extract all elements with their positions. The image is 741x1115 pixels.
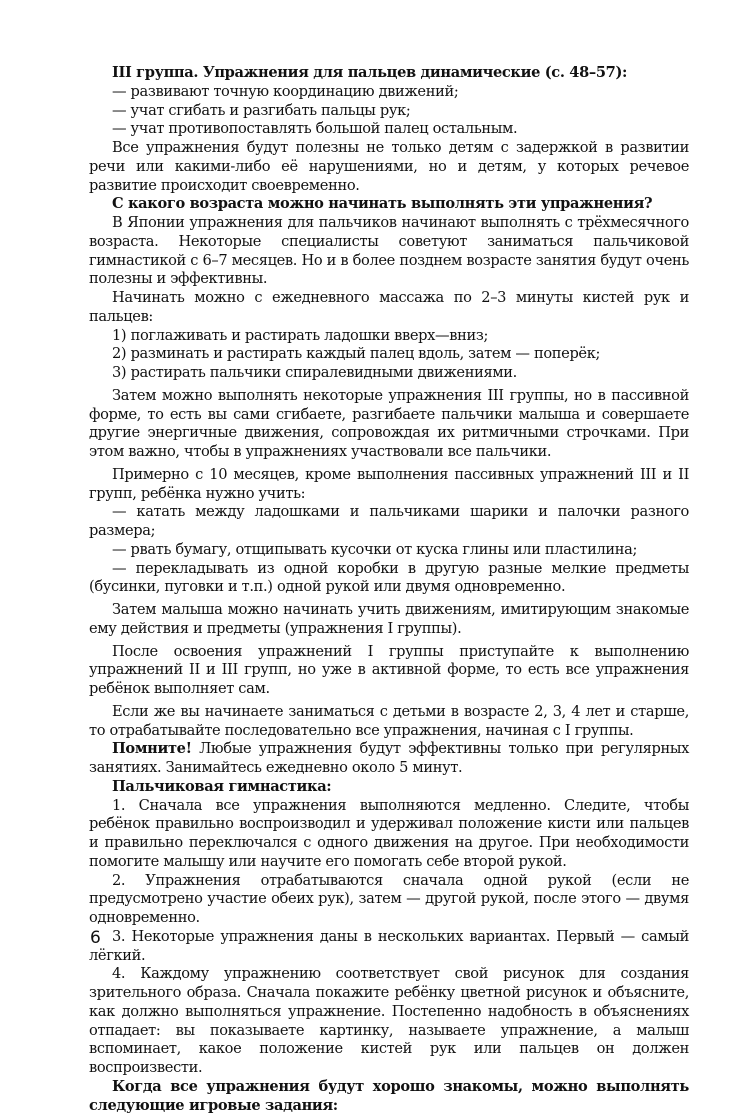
section-heading-gymnastics: Пальчиковая гимнастика: bbox=[112, 777, 332, 795]
rule-item-3: 3. Некоторые упражнения даны в нескольких вариантах. Первый — самый лёгкий. bbox=[89, 927, 689, 964]
list-item-massage-1: 1) поглаживать и растирать ладошки вверх—вниз; bbox=[112, 326, 489, 344]
paragraph-remember bbox=[89, 740, 689, 778]
rule-item-4: 4. Каждому упражнению соответствует свой рисунок для создания зрительного образа. Сначала покажите ребёнку цветной рисунок и объясните, как должно выполняться упражнение. Постепенно надобность в объяснениях отпадает: вы показываете картинку, называете упражнение, а малыш вспоминает, какое положение кистей рук или пальцев он должен воспроизвести. bbox=[89, 965, 689, 1076]
list-item-coordination: — развивают точную координацию движений; bbox=[112, 82, 459, 100]
list-item-thumb-opposition: — учат противопоставлять большой палец остальным. bbox=[112, 120, 518, 138]
remember-label: Помните! bbox=[112, 740, 192, 758]
section-heading-group-3: III группа. Упражнения для пальцев динамические (с. 48–57): bbox=[112, 64, 628, 81]
list-item-tear-paper: — рвать бумагу, отщипывать кусочки от куска глины или пластилина; bbox=[112, 540, 638, 558]
paragraph-imitation: Затем малыша можно начинать учить движениям, имитирующим знакомые ему действия и предметы (упражнения I группы). bbox=[89, 601, 689, 637]
paragraph-usefulness: Все упражнения будут полезны не только детям с задержкой в развитии речи или какими-либо её нарушениями, но и детям, у которых речевое развитие происходит своевременно. bbox=[89, 139, 689, 194]
rule-item-2: 2. Упражнения отрабатываются сначала одной рукой (если не предусмотрено участие обеих рук), затем — другой рукой, после этого — двумя одновременно. bbox=[89, 871, 689, 926]
list-item-roll-balls: — катать между ладошками и пальчиками шарики и палочки разного размера; bbox=[89, 503, 689, 539]
paragraph-japan: В Японии упражнения для пальчиков начинают выполнять с трёхмесячного возраста. Некоторые специалисты советуют заниматься пальчиковой гимнастикой с 6–7 месяцев. Но и в более позднем возрасте занятия будут очень полезны и эффективны. bbox=[89, 214, 689, 288]
paragraph-older-children: Если же вы начинаете заниматься с детьми в возрасте 2, 3, 4 лет и старше, то отрабатывайте последовательно все упражнения, начиная с I группы. bbox=[89, 702, 689, 739]
page-number: 6 bbox=[90, 928, 101, 948]
rule-item-1: 1. Сначала все упражнения выполняются медленно. Следите, чтобы ребёнок правильно воспроизводил и удерживал положение кисти или пальцев и правильно переключался с одного движения на другое. При необходимости помогите малышу или научите его помогать себе второй рукой. bbox=[89, 796, 689, 870]
remember-text: Любые упражнения будут эффективны только при регулярных занятиях. Занимайтесь ежедневно около 5 минут. bbox=[89, 740, 689, 776]
paragraph-ten-months: Примерно с 10 месяцев, кроме выполнения пассивных упражнений III и II групп, ребёнка нужно учить: bbox=[89, 465, 689, 502]
page-body bbox=[89, 64, 689, 1115]
list-item-bend-fingers: — учат сгибать и разгибать пальцы рук; bbox=[112, 101, 411, 119]
paragraph-passive-form: Затем можно выполнять некоторые упражнения III группы, но в пассивной форме, то есть вы сами сгибаете, разгибаете пальчики малыша и совершаете другие энергичные движения, сопровождая их ритмичными строчками. При этом важно, чтобы в упражнениях участвовали все пальчики. bbox=[89, 386, 689, 460]
question-heading-age: С какого возраста можно начинать выполнять эти упражнения? bbox=[112, 195, 653, 213]
paragraph-massage-intro: Начинать можно с ежедневного массажа по 2–3 минуты кистей рук и пальцев: bbox=[89, 289, 689, 325]
list-item-massage-3: 3) растирать пальчики спиралевидными движениями. bbox=[112, 364, 517, 381]
list-item-move-objects: — перекладывать из одной коробки в другую разные мелкие предметы (бусинки, пуговки и т.п.) одной рукой или двумя одновременно. bbox=[89, 559, 689, 596]
paragraph-active-form: После освоения упражнений I группы приступайте к выполнению упражнений II и III групп, но уже в активной форме, то есть все упражнения ребёнок выполняет сам. bbox=[89, 642, 689, 697]
closing-heading-games: Когда все упражнения будут хорошо знакомы, можно выполнять следующие игровые задания: bbox=[89, 1077, 689, 1114]
list-item-massage-2: 2) разминать и растирать каждый палец вдоль, затем — поперёк; bbox=[112, 345, 601, 363]
